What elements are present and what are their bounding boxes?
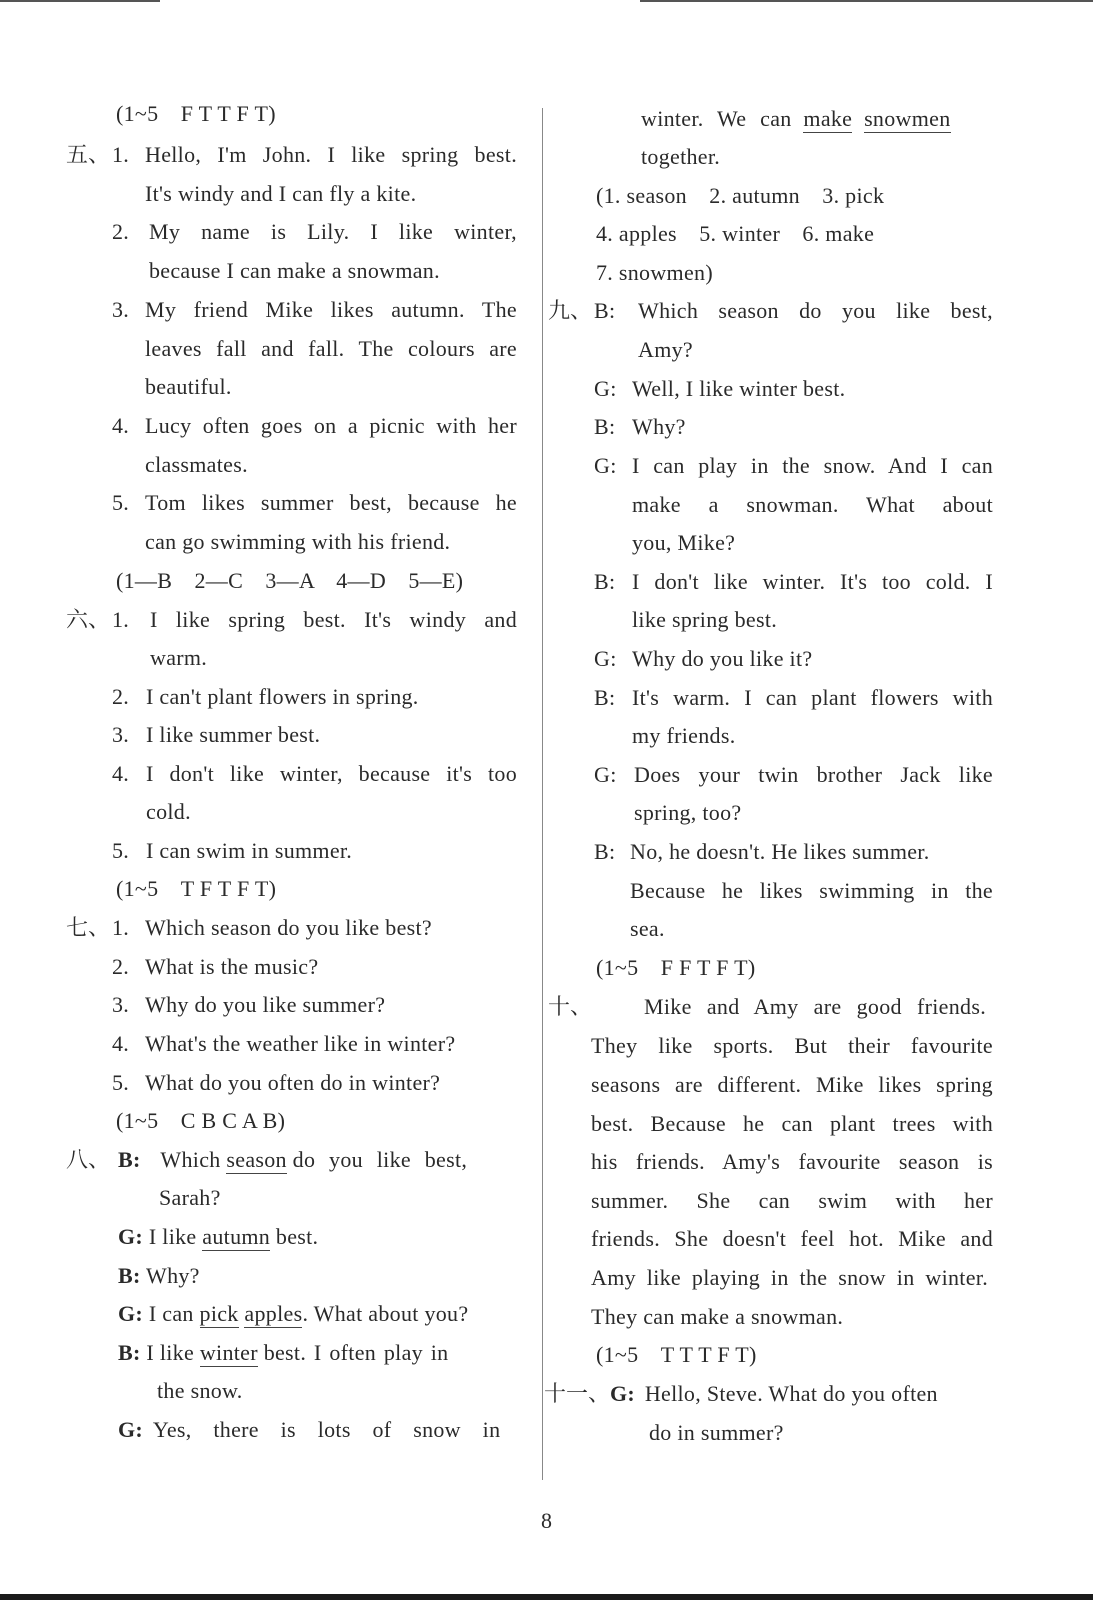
speaker-label: B: [118,1340,141,1365]
dialogue-text: Does your twin brother Jack like [634,762,993,787]
list-item-number: 5. [112,1070,130,1095]
dialogue-text: I like [146,1340,195,1365]
dialogue-line [118,1339,448,1367]
list-item-number: 2. [112,954,130,979]
s8-answer-line: (1. season 2. autumn 3. pick [596,183,885,208]
dialogue-text: Which [160,1147,221,1172]
s6-answer: (1~5 T F T F T) [116,876,277,901]
speaker-label: G: [118,1417,144,1442]
dialogue-line [118,1300,468,1328]
dialogue-text: Amy? [638,337,693,362]
s5-answer: (1—B 2—C 3—A 4—D 5—E) [116,568,464,593]
section-7-marker: 七、 [66,915,111,940]
blank-answer: season [226,1147,287,1172]
speaker-label: B: [118,1263,141,1288]
dialogue-line [641,105,951,133]
section-9-marker: 九、 [548,298,593,323]
dialogue-text: make a snowman. What about [632,492,993,517]
page-number: 8 [541,1508,552,1533]
passage-line: seasons are different. Mike likes spring [591,1072,993,1097]
dialogue-line: the snow. [157,1378,243,1403]
dialogue-text: my friends. [632,723,736,748]
dialogue-text: . What about you? [302,1301,469,1326]
speaker-label: B: [594,414,616,439]
section-5-marker: 五、 [66,142,111,167]
passage-line: They like sports. But their favourite [591,1033,993,1058]
speaker-label: G: [594,762,617,787]
s8-answer-line: 7. snowmen) [596,260,713,285]
speaker-label: G: [118,1301,144,1326]
dialogue-text: No, he doesn't. He likes summer. [630,839,930,864]
dialogue-text: like spring best. [632,607,778,632]
speaker-label: G: [594,646,617,671]
s10-answer: (1~5 T T T F T) [596,1342,757,1367]
dialogue-line [118,1262,200,1290]
list-item-number: 5. [112,838,130,863]
column-divider [542,108,543,1480]
dialogue-text: I like [148,1224,197,1249]
list-item: warm. [150,645,208,670]
list-item-number: 1. [112,915,130,940]
dialogue-text: Well, I like winter best. [632,376,846,401]
dialogue-text: best. I often play in [263,1340,449,1365]
list-item: I like summer best. [146,722,321,747]
list-item-number: 3. [112,992,130,1017]
dialogue-text: It's warm. I can plant flowers with [632,685,993,710]
list-item: Tom likes summer best, because he [145,490,517,515]
list-item: Why do you like summer? [145,992,386,1017]
passage-line: Mike and Amy are good friends. [644,994,986,1019]
dialogue-text: spring, too? [634,800,742,825]
list-item: I like spring best. It's windy and [150,607,517,632]
dialogue-text: winter. We can [641,106,792,131]
dialogue-text: Which season do you like best, [638,298,993,323]
bottom-rule [0,1594,1093,1600]
section-8-marker: 八、 [66,1147,111,1172]
dialogue-line: together. [641,144,721,169]
s4-answer: (1~5 F T T F T) [116,101,276,126]
list-item-number: 2. [112,684,130,709]
s9-answer: (1~5 F F T F T) [596,955,756,980]
dialogue-text: I don't like winter. It's too cold. I [632,569,993,594]
list-item: Lucy often goes on a picnic with her [145,413,517,438]
list-item-number: 4. [112,761,130,786]
top-rule-right [640,0,1093,2]
passage-line: best. Because he can plant trees with [591,1111,993,1136]
list-item: I don't like winter, because it's too [146,761,517,786]
dialogue-line: do in summer? [649,1420,784,1445]
dialogue-line [610,1380,938,1408]
list-item: What is the music? [145,954,319,979]
passage-line: They can make a snowman. [591,1304,844,1329]
passage-line: Amy like playing in the snow in winter. [591,1265,988,1290]
list-item: What do you often do in winter? [145,1070,441,1095]
blank-answer: autumn [202,1224,271,1249]
speaker-label: B: [594,298,616,323]
blank-answer: apples [244,1301,303,1326]
passage-line: friends. She doesn't feel hot. Mike and [591,1226,993,1251]
s7-answer: (1~5 C B C A B) [116,1108,286,1133]
dialogue-line [118,1146,467,1174]
speaker-label: B: [118,1147,141,1172]
list-item-number: 3. [112,297,130,322]
blank-answer: winter [199,1340,258,1365]
list-item: My friend Mike likes autumn. The [145,297,517,322]
blank-answer: snowmen [864,106,951,131]
list-item-number: 1. [112,607,130,632]
list-item: My name is Lily. I like winter, [149,219,517,244]
dialogue-text: Why do you like it? [632,646,813,671]
dialogue-line: Sarah? [159,1185,221,1210]
top-rule-left [0,0,160,2]
list-item: because I can make a snowman. [149,258,440,283]
dialogue-text: I can play in the snow. And I can [632,453,993,478]
list-item: What's the weather like in winter? [145,1031,456,1056]
dialogue-text: Hello, Steve. What do you often [644,1381,938,1406]
list-item: can go swimming with his friend. [145,529,451,554]
speaker-label: B: [594,569,616,594]
list-item-number: 1. [112,142,130,167]
list-item: Which season do you like best? [145,915,432,940]
list-item: beautiful. [145,374,232,399]
dialogue-text: Why? [632,414,686,439]
list-item: classmates. [145,452,248,477]
section-6-marker: 六、 [66,607,111,632]
list-item-number: 4. [112,413,130,438]
dialogue-text: best. [275,1224,319,1249]
passage-line: summer. She can swim with her [591,1188,993,1213]
list-item-number: 3. [112,722,130,747]
list-item: cold. [146,799,191,824]
dialogue-text: do you like best, [292,1147,468,1172]
speaker-label: B: [594,685,616,710]
list-item: Hello, I'm John. I like spring best. [145,142,517,167]
section-11-marker: 十一、 [544,1381,611,1406]
dialogue-line [118,1416,500,1444]
list-item-number: 4. [112,1031,130,1056]
section-10-marker: 十、 [548,994,593,1019]
speaker-label: G: [594,376,617,401]
dialogue-text: sea. [630,916,665,941]
dialogue-text: Yes, there is lots of snow in [152,1417,501,1442]
list-item-number: 5. [112,490,130,515]
s8-answer-line: 4. apples 5. winter 6. make [596,221,875,246]
dialogue-text: Because he likes swimming in the [630,878,993,903]
list-item: I can swim in summer. [146,838,353,863]
dialogue-text: Why? [146,1263,200,1288]
dialogue-text: I can [148,1301,194,1326]
speaker-label: G: [594,453,617,478]
list-item: It's windy and I can fly a kite. [145,181,417,206]
blank-answer: pick [199,1301,239,1326]
blank-answer: make [803,106,853,131]
speaker-label: B: [594,839,616,864]
list-item: I can't plant flowers in spring. [146,684,419,709]
dialogue-text: you, Mike? [632,530,736,555]
passage-line: his friends. Amy's favourite season is [591,1149,993,1174]
list-item-number: 2. [112,219,130,244]
speaker-label: G: [118,1224,144,1249]
speaker-label: G: [610,1381,636,1406]
list-item: leaves fall and fall. The colours are [145,336,517,361]
dialogue-line [118,1223,318,1251]
